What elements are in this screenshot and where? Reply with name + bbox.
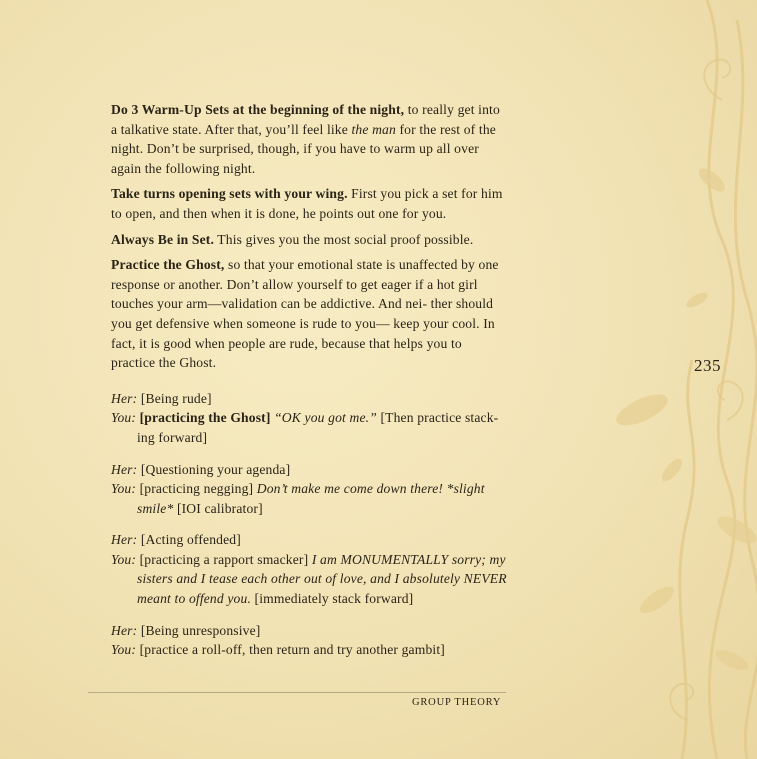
dialog-line-you: You: [practicing the Ghost] “OK you got me.” [Then practice stack- ing forward]: [111, 410, 499, 445]
speaker-label: Her:: [111, 390, 138, 406]
paragraph-lead: Practice the Ghost,: [111, 257, 225, 273]
paragraph-take-turns: Take turns opening sets with your wing. First you pick a set for him to open, and then when it is done, he points out one for you.: [111, 186, 503, 221]
paragraph-lead: Take turns opening sets with your wing.: [111, 186, 348, 202]
page-number: 235: [694, 356, 721, 375]
speaker-label: You:: [111, 642, 137, 658]
running-footer: GROUP THEORY: [412, 697, 502, 708]
dialog-exchange-1: [111, 389, 507, 448]
page-body: [111, 100, 507, 672]
paragraph-practice-ghost: Practice the Ghost, so that your emotional state is unaffected by one response or another. Don’t allow yourself to get eager if a hot girl touches your arm—validation can be addictive. And nei- ther should you get defensive when someone is rude to you— keep your cool. In fact, it is good when people are rude, because that helps you to practice the Ghost.: [111, 257, 499, 371]
dialog-exchange-3: [111, 530, 507, 608]
speaker-label: Her:: [111, 461, 138, 477]
speaker-label: Her:: [111, 622, 138, 638]
dialog-line-you: You: [practice a roll-off, then return and try another gambit]: [111, 642, 445, 658]
footer-divider: [88, 692, 506, 693]
dialog-line-her: Her: [Being rude]: [111, 390, 212, 406]
dialog-line-you: You: [practicing negging] Don’t make me come down there! *slight smile* [IOI calibrator]: [111, 481, 485, 516]
paragraph-lead: Do 3 Warm-Up Sets at the beginning of the night,: [111, 102, 405, 117]
dialog-exchange-4: [111, 621, 507, 660]
paragraph-always-in-set: Always Be in Set. This gives you the most social proof possible.: [111, 231, 474, 247]
paragraph-lead: Always Be in Set.: [111, 231, 214, 247]
speaker-label: You:: [111, 481, 137, 497]
vine-ornament: [587, 0, 757, 759]
dialog-line-you: You: [practicing a rapport smacker] I am MONUMENTALLY sorry; my sisters and I tease each other out of love, and I absolutely NEVER meant to offend you. [immediately stack forward]: [111, 551, 507, 607]
paragraph-warm-up: Do 3 Warm-Up Sets at the beginning of the night, to really get into a talkative state. After that, you’ll feel like the man for the rest of the night. Don’t be surprised, though, if you have to warm up all over again the following night.: [111, 102, 500, 176]
speaker-label: You:: [111, 410, 137, 426]
speaker-label: Her:: [111, 532, 138, 548]
dialog-line-her: Her: [Being unresponsive]: [111, 622, 261, 638]
dialog-line-her: Her: [Questioning your agenda]: [111, 461, 291, 477]
dialog-line-her: Her: [Acting offended]: [111, 532, 241, 548]
dialog-exchange-2: [111, 460, 507, 519]
speaker-label: You:: [111, 551, 137, 567]
